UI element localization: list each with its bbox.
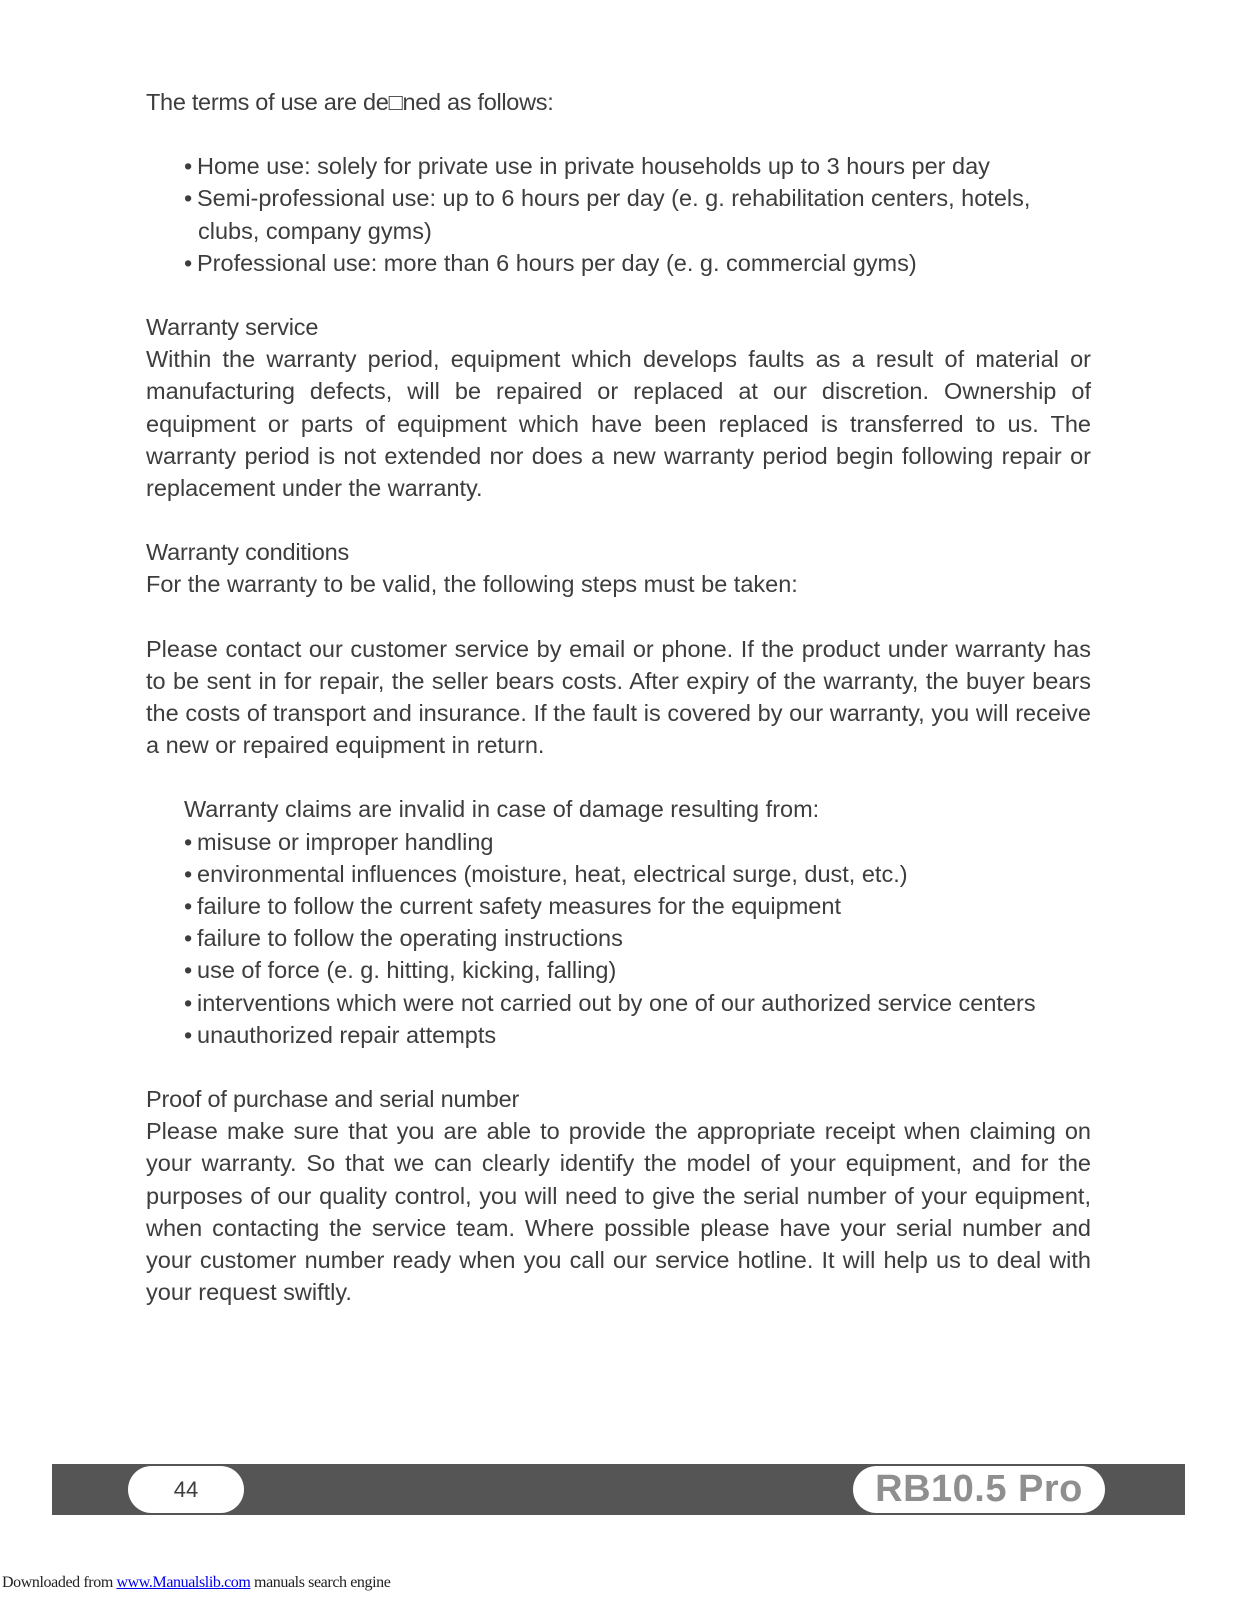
invalid-claim-item: • unauthorized repair attempts — [184, 1019, 1091, 1051]
use-type-item: • Professional use: more than 6 hours per day (e. g. commercial gyms) — [184, 247, 1091, 279]
download-prefix: Downloaded from — [2, 1574, 117, 1591]
invalid-claims-list — [184, 826, 1091, 1051]
invalid-claim-item: • failure to follow the operating instructions — [184, 922, 1091, 954]
use-type-item: • Semi-professional use: up to 6 hours per day (e. g. rehabilitation centers, hotels, clubs, company gyms) — [184, 182, 1091, 246]
invalid-claim-item: • interventions which were not carried out by one of our authorized service centers — [184, 987, 1091, 1019]
terms-intro: The terms of use are de□ned as follows: — [146, 89, 554, 115]
download-suffix: manuals search engine — [250, 1574, 391, 1591]
invalid-claim-item: • misuse or improper handling — [184, 826, 1091, 858]
invalid-claims-block — [146, 793, 1091, 1051]
invalid-claim-item: • use of force (e. g. hitting, kicking, falling) — [184, 954, 1091, 986]
warranty-service-body: Within the warranty period, equipment which develops faults as a result of material or manufacturing defects, will be repaired or replaced at our discretion. Ownership of equipment or parts of equipment which have been replaced is transferred to us. The warranty period is not extended nor does a new warranty period begin following repair or replacement under the warranty. — [146, 346, 1091, 502]
warranty-service-section — [146, 311, 1091, 504]
proof-of-purchase-body: Please make sure that you are able to provide the appropriate receipt when claiming on your warranty. So that we can clearly identify the model of your equipment, and for the purposes of our quality control, you will need to give the serial number of your equipment, when contacting the service team. Where possible please have your serial number and your customer number ready when you call our service hotline. It will help us to deal with your request swiftly. — [146, 1118, 1091, 1306]
invalid-claim-item: • environmental influences (moisture, heat, electrical surge, dust, etc.) — [184, 858, 1091, 890]
manualslib-link[interactable]: www.Manualslib.com — [116, 1574, 251, 1591]
warranty-conditions-body: For the warranty to be valid, the following steps must be taken: — [146, 571, 798, 598]
customer-service-paragraph: Please contact our customer service by email or phone. If the product under warranty has to be sent in for repair, the seller bears costs. After expiry of the warranty, the buyer bears the costs of transport and insurance. If the fault is covered by our warranty, you will receive a new or repaired equipment in return. — [146, 635, 1091, 759]
invalid-claims-intro: Warranty claims are invalid in case of damage resulting from: — [184, 796, 820, 823]
use-type-item: • Home use: solely for private use in private households up to 3 hours per day — [184, 150, 1091, 182]
proof-of-purchase-section — [146, 1083, 1091, 1308]
manual-page-content — [146, 86, 1091, 1309]
download-source-line — [2, 1573, 390, 1593]
use-type-list — [146, 150, 1091, 279]
page-number: 44 — [128, 1466, 244, 1513]
warranty-conditions-heading: Warranty conditions — [146, 539, 349, 566]
invalid-claim-item: • failure to follow the current safety measures for the equipment — [184, 890, 1091, 922]
model-name: RB10.5 Pro — [853, 1466, 1105, 1513]
warranty-conditions-section — [146, 536, 1091, 1051]
proof-of-purchase-heading: Proof of purchase and serial number — [146, 1086, 520, 1113]
warranty-service-heading: Warranty service — [146, 314, 319, 341]
